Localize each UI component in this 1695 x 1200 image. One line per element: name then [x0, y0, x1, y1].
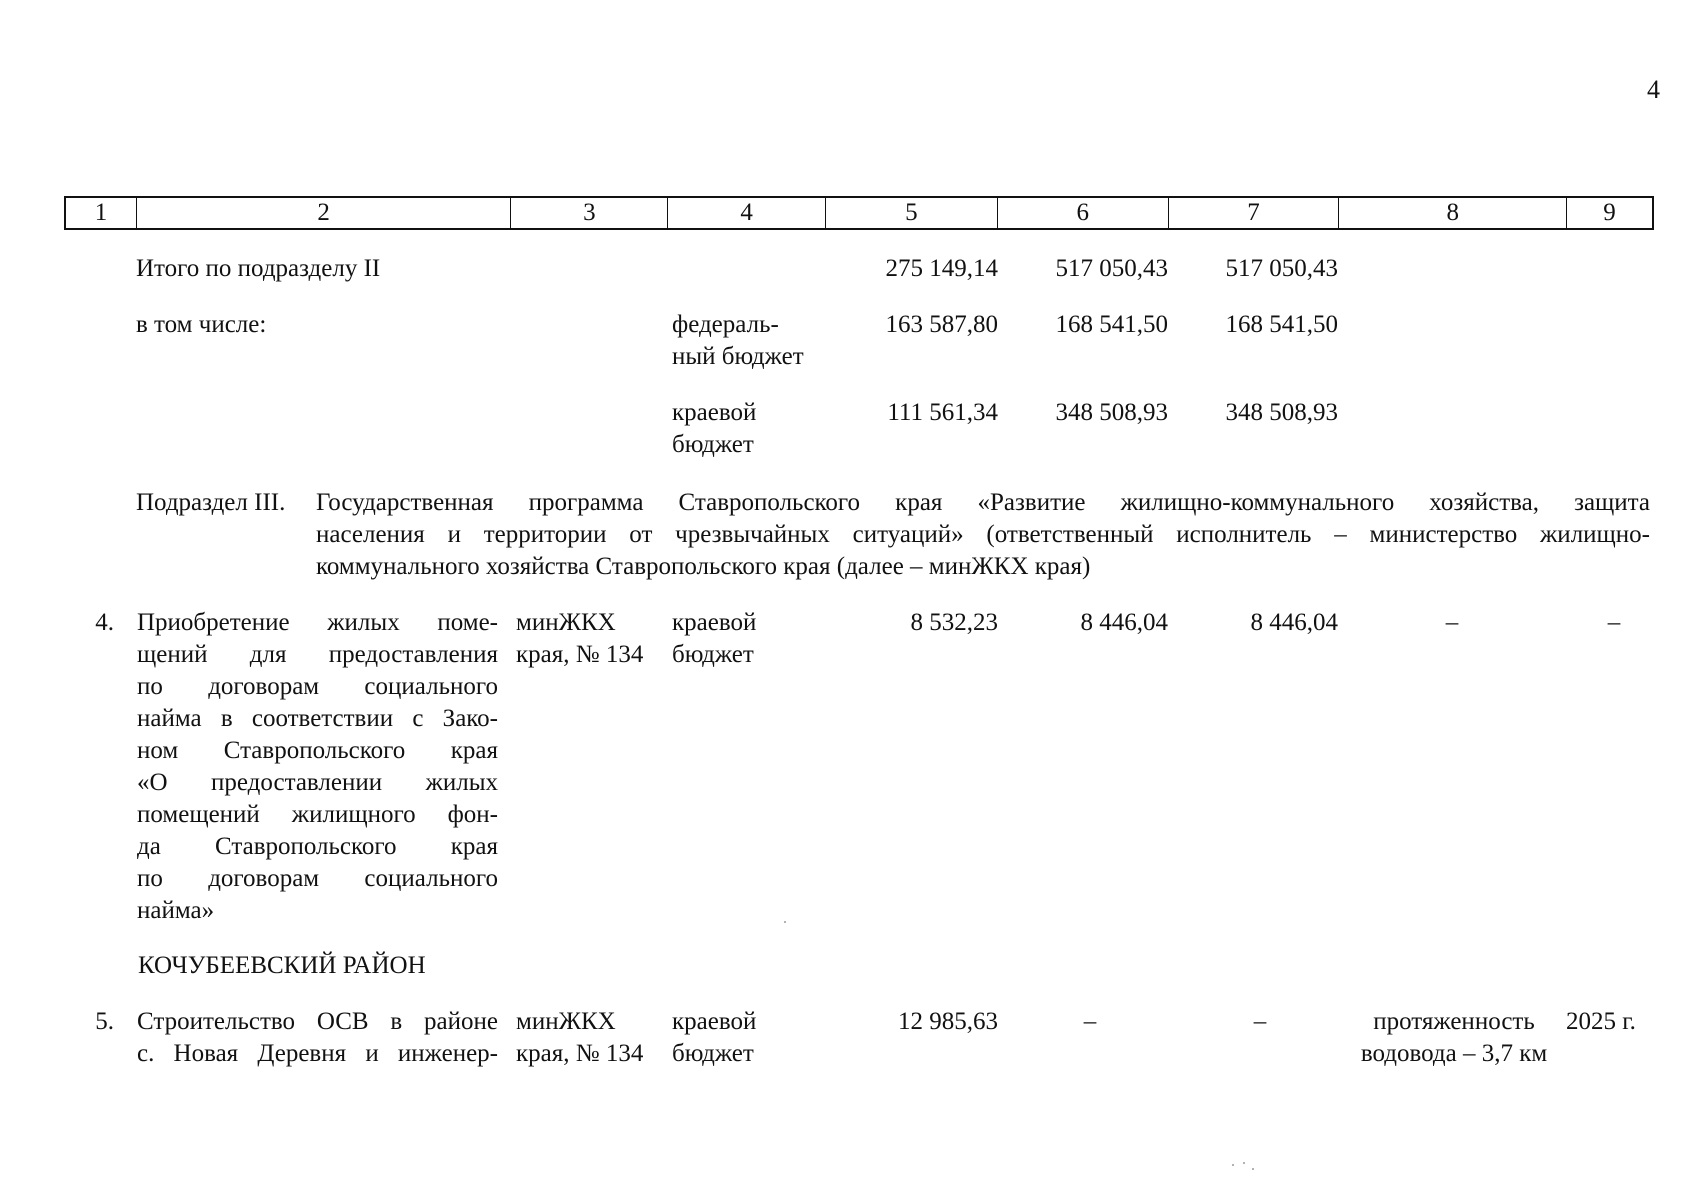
page-number: 4 — [1647, 75, 1660, 104]
header-col-7: 7 — [1169, 198, 1340, 228]
subtotal-col7: 517 050,43 — [1225, 255, 1338, 282]
section-3-label: Подраздел III. — [136, 489, 286, 516]
regional-col7: 348 508,93 — [1225, 399, 1338, 426]
row-5-col6: – — [1083, 1008, 1097, 1035]
federal-col6: 168 541,50 — [1055, 311, 1168, 338]
header-col-1: 1 — [66, 198, 137, 228]
row-5-executor-line2: края, № 134 — [516, 1040, 644, 1067]
row-4-col9: – — [1607, 609, 1621, 636]
row-4-name-line: по договорам социального — [137, 865, 498, 892]
header-col-2: 2 — [137, 198, 512, 228]
row-4-number: 4. — [95, 609, 114, 636]
federal-col7: 168 541,50 — [1225, 311, 1338, 338]
row-4-col6: 8 446,04 — [1080, 609, 1168, 636]
row-4-executor-line1: минЖКХ — [516, 609, 616, 636]
regional-col5: 111 561,34 — [887, 399, 998, 426]
row-5-source-line2: бюджет — [672, 1040, 754, 1067]
row-4-name-line: помещений жилищного фон- — [137, 801, 498, 828]
row-4-name — [137, 607, 498, 927]
section-3-line-2: населения и территории от чрезвычайных ситуаций» (ответственный исполнитель – министерство жилищно- — [316, 521, 1650, 548]
scan-speck — [1252, 1168, 1254, 1170]
row-4-name-line: Приобретение жилых поме- — [137, 609, 498, 636]
regional-source-line2: бюджет — [672, 431, 754, 458]
header-col-6: 6 — [998, 198, 1169, 228]
regional-col6: 348 508,93 — [1055, 399, 1168, 426]
including-label: в том числе: — [136, 311, 267, 338]
federal-source-line1: федераль- — [672, 311, 779, 338]
header-col-3: 3 — [511, 198, 668, 228]
row-5-col8-line1: протяженность — [1373, 1008, 1535, 1035]
row-5-col8-line2: водовода – 3,7 км — [1360, 1040, 1548, 1067]
district-heading: КОЧУБЕЕВСКИЙ РАЙОН — [138, 952, 426, 979]
subtotal-col6: 517 050,43 — [1055, 255, 1168, 282]
row-5-executor-line1: минЖКХ — [516, 1008, 616, 1035]
row-5-col9: 2025 г. — [1566, 1008, 1636, 1035]
row-4-name-line: по договорам социального — [137, 673, 498, 700]
row-4-source-line1: краевой — [672, 609, 757, 636]
header-col-5: 5 — [826, 198, 998, 228]
row-5-source-line1: краевой — [672, 1008, 757, 1035]
row-4-name-line: «О предоставлении жилых — [137, 769, 498, 796]
section-3-line-1: Государственная программа Ставропольского края «Развитие жилищно-коммунального хозяйства, защита — [316, 489, 1650, 516]
row-4-name-line: ном Ставропольского края — [137, 737, 498, 764]
federal-source-line2: ный бюджет — [672, 343, 804, 370]
row-4-col7: 8 446,04 — [1250, 609, 1338, 636]
row-5-col7: – — [1253, 1008, 1267, 1035]
column-number-header — [64, 196, 1654, 230]
row-5-number: 5. — [95, 1008, 114, 1035]
row-4-col5: 8 532,23 — [910, 609, 998, 636]
row-4-name-line: найма» — [137, 897, 215, 924]
row-4-name-line: щений для предоставления — [137, 641, 498, 668]
row-5-name-line: с. Новая Деревня и инженер- — [137, 1040, 498, 1067]
subtotal-label: Итого по подразделу II — [136, 255, 381, 282]
row-5-name-line: Строительство ОСВ в районе — [137, 1008, 498, 1035]
section-3-title — [136, 487, 1650, 583]
scan-speck — [784, 921, 786, 923]
row-4-name-line: да Ставропольского края — [137, 833, 498, 860]
row-4-col8: – — [1445, 609, 1459, 636]
row-4-executor-line2: края, № 134 — [516, 641, 644, 668]
header-col-9: 9 — [1603, 199, 1616, 226]
row-5-col5: 12 985,63 — [898, 1008, 998, 1035]
header-col-4: 4 — [668, 198, 826, 228]
section-3-line-3: коммунального хозяйства Ставропольского края (далее – минЖКХ края) — [316, 553, 1091, 580]
subtotal-col5: 275 149,14 — [885, 255, 998, 282]
header-col-8: 8 — [1339, 198, 1567, 228]
row-4-source-line2: бюджет — [672, 641, 754, 668]
scan-speck — [1232, 1164, 1234, 1166]
row-5-name — [137, 1006, 498, 1070]
scan-speck — [1243, 1162, 1245, 1164]
federal-col5: 163 587,80 — [885, 311, 998, 338]
regional-source-line1: краевой — [672, 399, 757, 426]
row-4-name-line: найма в соответствии с Зако- — [137, 705, 498, 732]
